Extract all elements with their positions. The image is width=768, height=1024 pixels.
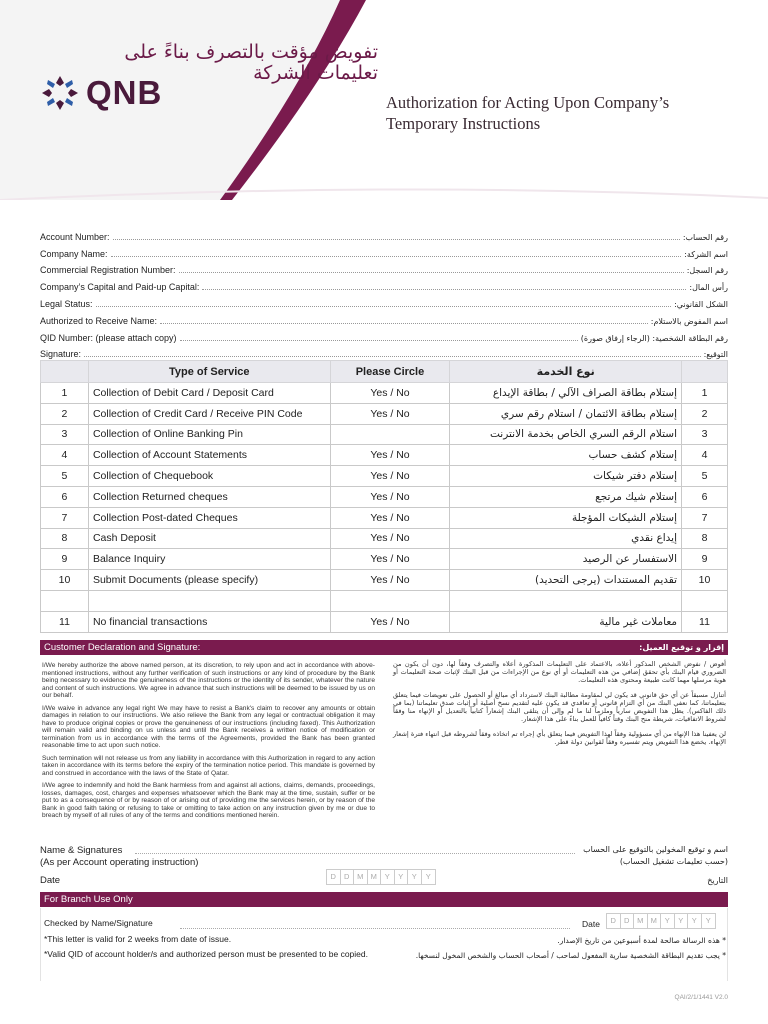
title-english <box>386 92 726 134</box>
field-label: Signature: <box>40 349 82 360</box>
service-name-ar: إستلام بطاقة الصراف الآلي / بطاقة الإيداع <box>450 383 682 404</box>
service-name: Collection Returned cheques <box>88 486 330 507</box>
signature-line[interactable] <box>135 853 575 854</box>
declaration-bar <box>40 640 728 655</box>
row-number-ar <box>682 590 728 611</box>
field-label-ar: الشكل القانوني: <box>674 299 728 309</box>
title-arabic: تفويض مؤقت بالتصرف بناءً على تعليمات الشركة <box>124 41 378 84</box>
date-cell[interactable]: D <box>327 870 341 884</box>
checked-by-label: Checked by Name/Signature <box>44 918 153 928</box>
field-label-ar: رقم البطاقة الشخصية: (الرجاء إرفاق صورة) <box>580 333 728 343</box>
declaration-paragraph: I/We agree to indemnify and hold the Bank harmless from and against all actions, claims, demands, proceedings, losses, damages, cost, charges and expenses whatsoever which the Bank may at the time, sustain, suffer or be put to as a consequence of or by reason of or arising out of providing me the services herein, or by reason of the Bank in good faith taking or refusing to take or omitting to take action on any instruction given by me or due to breach by myself of all rules of any of the terms and conditions mentioned herein. <box>42 782 375 819</box>
field-label-ar: رقم الحساب: <box>682 232 728 242</box>
yes-no-choice[interactable]: Yes / No <box>330 528 450 549</box>
row-number-ar: 3 <box>682 424 728 445</box>
service-name-ar: إستلام الشيكات المؤجلة <box>450 507 682 528</box>
service-name: Collection Post-dated Cheques <box>88 507 330 528</box>
service-name: Balance Inquiry <box>88 549 330 570</box>
yes-no-choice[interactable]: Yes / No <box>330 570 450 591</box>
field-label: Legal Status: <box>40 298 93 309</box>
row-number: 2 <box>41 403 89 424</box>
date-cell[interactable]: D <box>341 870 355 884</box>
row-number: 6 <box>41 486 89 507</box>
yes-no-choice[interactable]: Yes / No <box>330 486 450 507</box>
row-number: 11 <box>41 611 89 632</box>
field-qid-number[interactable] <box>40 326 728 343</box>
service-name: No financial transactions <box>88 611 330 632</box>
field-label: Company Name: <box>40 248 108 259</box>
field-line[interactable] <box>160 315 648 324</box>
branch-title: For Branch Use Only <box>44 894 133 905</box>
date-label: Date <box>40 875 61 886</box>
yes-no-choice[interactable]: Yes / No <box>330 611 450 632</box>
date-cell[interactable]: M <box>634 914 648 928</box>
yes-no-choice[interactable]: Yes / No <box>330 445 450 466</box>
service-name-ar: تقديم المستندات (يرجى التحديد) <box>450 570 682 591</box>
qid-note-ar: * يجب تقديم البطاقة الشخصية سارية المفعول لصاحب / أصحاب الحساب والشخص المخول لنسخها. <box>415 951 726 960</box>
yes-no-choice[interactable] <box>330 424 450 445</box>
date-cell[interactable]: M <box>648 914 662 928</box>
field-label: Authorized to Receive Name: <box>40 315 158 326</box>
table-row <box>41 403 728 424</box>
field-label: Commercial Registration Number: <box>40 265 176 276</box>
declaration-title: Customer Declaration and Signature: <box>44 642 201 653</box>
service-name-ar: استلام الرقم السري الخاص بخدمة الانترنت <box>450 424 682 445</box>
header-please-circle: Please Circle <box>330 361 450 383</box>
row-number: 5 <box>41 466 89 487</box>
services-table <box>40 360 728 633</box>
service-name-ar: معاملات غير مالية <box>450 611 682 632</box>
yes-no-choice[interactable]: Yes / No <box>330 549 450 570</box>
table-row <box>41 466 728 487</box>
header-cell-empty <box>682 361 728 383</box>
field-authorized-name[interactable] <box>40 309 728 326</box>
date-cell[interactable]: Y <box>688 914 702 928</box>
service-name-ar: الاستفسار عن الرصيد <box>450 549 682 570</box>
service-name: Collection of Chequebook <box>88 466 330 487</box>
service-name-ar: إستلام دفتر شيكات <box>450 466 682 487</box>
field-line[interactable] <box>111 248 682 257</box>
yes-no-choice[interactable] <box>330 590 450 611</box>
validity-note: *This letter is valid for 2 weeks from date of issue. <box>44 934 232 944</box>
service-name: Submit Documents (please specify) <box>88 570 330 591</box>
operating-instruction-label-ar: (حسب تعليمات تشغيل الحساب) <box>619 857 728 866</box>
service-name[interactable] <box>88 590 330 611</box>
table-row <box>41 383 728 404</box>
declaration-paragraph-ar: أتنازل مسبقاً عن أي حق قانوني قد يكون لي لمقاومة مطالبة البنك لاسترداد أي مبالغ أو الحصول على تعويضات فيما يتعلق بتعليماتنا، كما نعفي البنك من أي التزام قانوني أو تعاقدي قد يكون عليه لتقديم نسخ أصلية أو إثبات صدق تعليماتنا (بما في ذلك الفاكس). يظل هذا التفويض سارياً وملزماً لنا ما لم وإلى أن يتلقى البنك إشعاراً كتابياً بالتعديل أو الإنهاء منا وفقاً لشروط الاتفاقيات، شريطة منح البنك وقتاً كافياً للعمل بناءً على هذا الإشعار. <box>393 691 726 723</box>
date-cell[interactable]: Y <box>408 870 422 884</box>
yes-no-choice[interactable]: Yes / No <box>330 383 450 404</box>
date-cell[interactable]: M <box>354 870 368 884</box>
row-number-ar: 7 <box>682 507 728 528</box>
field-line[interactable] <box>202 281 686 290</box>
service-name-ar: إستلام شيك مرتجع <box>450 486 682 507</box>
row-number: 4 <box>41 445 89 466</box>
date-cell[interactable]: Y <box>425 872 431 881</box>
declaration-title-ar: إقرار و توقيع العميل: <box>639 643 724 652</box>
branch-bar <box>40 892 728 907</box>
date-cell[interactable]: Y <box>381 870 395 884</box>
table-row <box>41 445 728 466</box>
date-cell[interactable]: D <box>607 914 621 928</box>
header-type-of-service: Type of Service <box>88 361 330 383</box>
table-row <box>41 549 728 570</box>
field-label-ar: اسم الشركة: <box>684 249 728 259</box>
service-name: Collection of Credit Card / Receive PIN Code <box>88 403 330 424</box>
table-row <box>41 424 728 445</box>
title-english-line1: Authorization for Acting Upon Company’s <box>386 93 670 112</box>
row-number: 7 <box>41 507 89 528</box>
field-label-ar: رقم السجل: <box>686 266 728 276</box>
field-cr-number[interactable] <box>40 259 728 276</box>
row-number-ar: 2 <box>682 403 728 424</box>
row-number <box>41 590 89 611</box>
qnb-emblem-icon <box>40 74 80 112</box>
service-name: Collection of Account Statements <box>88 445 330 466</box>
row-number-ar: 1 <box>682 383 728 404</box>
declaration-paragraph: I/We waive in advance any legal right We may have to resist a Bank's claim to recover any amounts or obtain damages in relation to our instructions. We also relieve the Bank from any legal or contractual obligation it may have to produce original copies or prove the genuineness of our instructions (including faxed). This Authorization will remain valid and binding on us unless and until the Bank receives a written notice of modification or termination from us in accordance with the terms of the Agreements, provided the Bank has been granted reasonable time to act upon such notice. <box>42 704 375 749</box>
table-row-blank <box>41 590 728 611</box>
name-signatures-label-ar: اسم و توقيع المخولين بالتوقيع على الحساب <box>583 845 728 854</box>
row-number: 10 <box>41 570 89 591</box>
service-name: Collection of Online Banking Pin <box>88 424 330 445</box>
table-header-row <box>41 361 728 383</box>
service-name: Collection of Debit Card / Deposit Card <box>88 383 330 404</box>
row-number-ar: 5 <box>682 466 728 487</box>
date-cell[interactable]: Y <box>705 916 711 925</box>
service-name-ar: إستلام بطاقة الائتمان / استلام رقم سري <box>450 403 682 424</box>
field-label: Company’s Capital and Paid-up Capital: <box>40 282 200 293</box>
date-cell[interactable]: Y <box>675 914 689 928</box>
table-row <box>41 528 728 549</box>
branch-date-label: Date <box>582 919 600 929</box>
date-cell[interactable]: M <box>368 870 382 884</box>
service-name-ar <box>450 590 682 611</box>
field-line[interactable] <box>84 348 701 357</box>
date-cell[interactable]: D <box>621 914 635 928</box>
signature-date-boxes[interactable] <box>326 869 436 885</box>
header-cell-empty <box>41 361 89 383</box>
row-number-ar: 6 <box>682 486 728 507</box>
declaration-paragraph-ar: أفوض / نفوض الشخص المذكور أعلاه، بالاعتماد على التعليمات المذكورة أعلاه والتصرف وفقاً لها، دون أن يكون من الضروري قيام البنك بأي تحقق إضافي من هذه التعليمات أو أي نوع من الإجراءات من قبل البنك لإثبات صحة التعليمات أو هوية مرسلها مهما كانت طبيعة ومحتوى هذه التعليمات. <box>393 660 726 684</box>
declaration-paragraph: Such termination will not release us from any liability in accordance with this Authorization in regard to any action taken in accordance with its terms before the expiry of the termination notice period. This mandate is governed by and construed in accordance with the laws of the State of Qatar. <box>42 754 375 777</box>
field-line[interactable] <box>113 231 680 240</box>
operating-instruction-label: (As per Account operating instruction) <box>40 857 199 868</box>
declaration-paragraph-ar: لن يعفينا هذا الإنهاء من أي مسؤولية وفقاً لهذا التفويض فيما يتعلق بأي إجراء تم اتخاذه وفقاً لشروطه قبل انتهاء فترة إشعار الإنهاء. يخضع هذا التفويض ويتم تفسيره وفقاً لقوانين دولة قطر. <box>393 730 726 746</box>
row-number: 9 <box>41 549 89 570</box>
table-row <box>41 486 728 507</box>
row-number-ar: 9 <box>682 549 728 570</box>
field-label: QID Number: (please attach copy) <box>40 332 177 343</box>
date-label-ar: التاريخ <box>707 876 728 885</box>
service-name: Cash Deposit <box>88 528 330 549</box>
field-label-ar: اسم المفوض بالاستلام: <box>650 316 728 326</box>
field-account-number[interactable] <box>40 225 728 242</box>
field-line[interactable] <box>179 264 684 273</box>
field-legal-status[interactable] <box>40 292 728 309</box>
row-number-ar: 10 <box>682 570 728 591</box>
field-company-name[interactable] <box>40 242 728 259</box>
date-cell[interactable]: Y <box>661 914 675 928</box>
field-label: Account Number: <box>40 231 110 242</box>
title-english-line2: Temporary Instructions <box>386 114 541 133</box>
name-signatures-label: Name & Signatures <box>40 845 123 856</box>
declaration-text-ar <box>393 660 726 753</box>
field-capital[interactable] <box>40 275 728 292</box>
yes-no-choice[interactable]: Yes / No <box>330 403 450 424</box>
service-name-ar: إيداع نقدي <box>450 528 682 549</box>
row-number: 8 <box>41 528 89 549</box>
company-fields <box>40 225 728 359</box>
header-type-of-service-ar: نوع الخدمة <box>450 361 682 383</box>
row-number-ar: 11 <box>682 611 728 632</box>
row-number: 3 <box>41 424 89 445</box>
validity-note-ar: * هذه الرسالة صالحة لمدة أسبوعين من تاريخ الإصدار. <box>557 936 726 945</box>
row-number-ar: 8 <box>682 528 728 549</box>
qid-note: *Valid QID of account holder/s and authorized person must be presented to be copied. <box>44 949 368 959</box>
table-row <box>41 611 728 632</box>
yes-no-choice[interactable]: Yes / No <box>330 466 450 487</box>
table-row <box>41 570 728 591</box>
yes-no-choice[interactable]: Yes / No <box>330 507 450 528</box>
row-number-ar: 4 <box>682 445 728 466</box>
row-number: 1 <box>41 383 89 404</box>
field-line[interactable] <box>96 298 672 307</box>
declaration-paragraph: I/We hereby authorize the above named person, at its discretion, to rely upon and act in accordance with above-mentioned instructions, without any further verification of such instructions or any kind of procedure by the Bank being necessary to evidence the genuineness of the instructions or the identity of its sender, whatever the nature and content of such instructions. We agree in advance that such instructions will be deemed to be issued by us on our behalf. <box>42 662 375 699</box>
field-label-ar: رأس المال: <box>689 283 728 293</box>
logo-wordmark: QNB <box>86 74 163 111</box>
field-line[interactable] <box>180 332 578 341</box>
service-name-ar: إستلام كشف حساب <box>450 445 682 466</box>
field-signature[interactable] <box>40 343 728 360</box>
field-label-ar: التوقيع: <box>703 350 728 360</box>
checked-by-line[interactable] <box>180 928 570 929</box>
date-cell[interactable]: Y <box>395 870 409 884</box>
branch-date-boxes[interactable] <box>606 913 716 929</box>
declaration-text-en <box>42 662 375 825</box>
table-row <box>41 507 728 528</box>
form-code: QAI/2/1/1441 V2.0 <box>674 994 728 1001</box>
